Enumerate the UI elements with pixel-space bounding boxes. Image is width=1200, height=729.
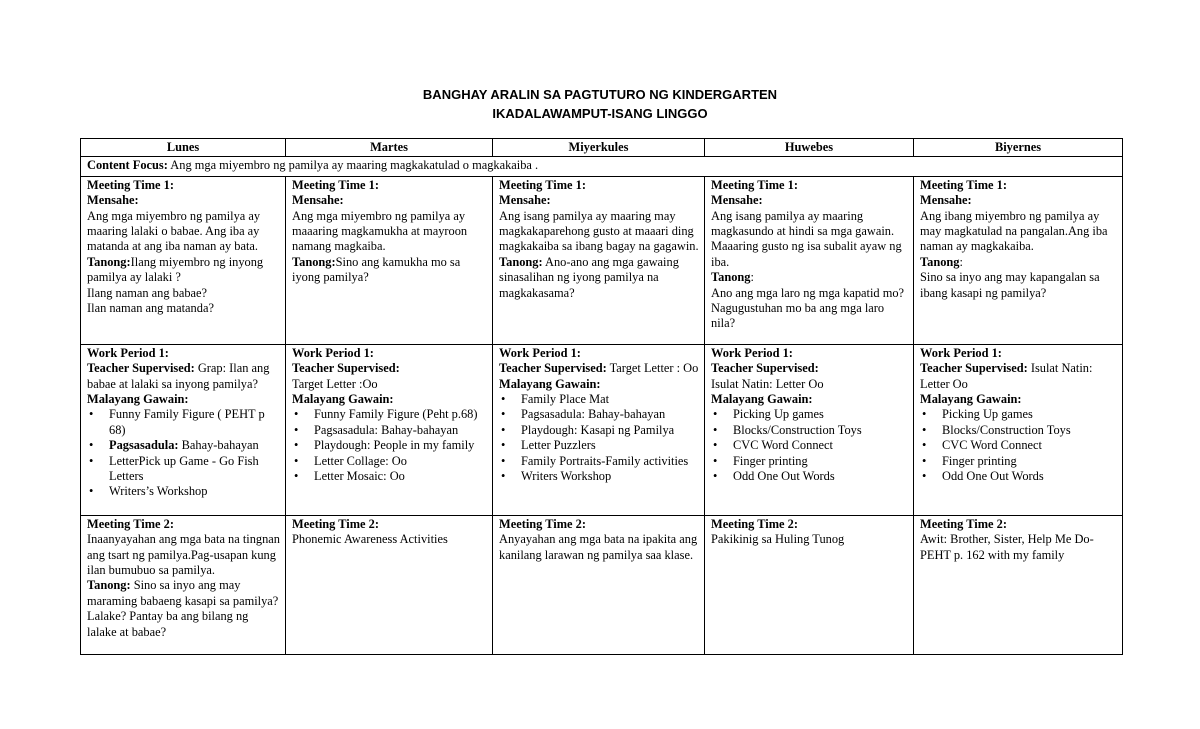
meeting-1-heading: Meeting Time 1:: [499, 177, 586, 192]
activity-text: Pagsasadula: Bahay-bahayan: [521, 407, 666, 422]
work-period-cell-martes: [286, 344, 493, 515]
meeting-1-heading: Meeting Time 1:: [711, 177, 798, 192]
activity-text: Family Portraits-Family activities: [521, 453, 689, 468]
teacher-supervised-text: Target Letter :Oo: [292, 376, 378, 391]
meeting-1-heading: Meeting Time 1:: [87, 177, 174, 192]
teacher-supervised-block: [920, 361, 1118, 392]
work-period-heading: Work Period 1:: [499, 345, 581, 360]
tanong-text: Ano-ano ang mga gawaing sinasalihan ng iyong pamilya na magkakasama?: [499, 254, 679, 300]
activity-text: Bahay-bahayan: [178, 438, 259, 453]
lesson-plan-table: [80, 138, 1123, 655]
meeting-2-text: Pakikinig sa Huling Tunog: [711, 532, 845, 547]
meeting-2-cell-miyerkules: [493, 515, 705, 654]
meeting-2-text: Awit: Brother, Sister, Help Me Do-PEHT p. 162 with my family: [920, 532, 1094, 562]
tanong-label: Tanong: [711, 270, 751, 285]
mensahe-label: Mensahe:: [920, 193, 972, 208]
activity-list-item: [292, 438, 488, 453]
activity-text: Funny Family Figure ( PEHT p 68): [109, 407, 265, 437]
teacher-supervised-text: Target Letter : Oo: [606, 361, 699, 376]
mensahe-text: Ang mga miyembro ng pamilya ay maaring lalaki o babae. Ang iba ay matanda at ang iba naman ay bata.: [87, 208, 261, 254]
activity-text: Writers’s Workshop: [109, 484, 208, 499]
activity-list-item: [711, 454, 909, 469]
teacher-supervised-label: Teacher Supervised:: [920, 361, 1028, 376]
activity-list-item: [499, 392, 700, 407]
meeting-2-text: Phonemic Awareness Activities: [292, 532, 448, 547]
meeting-2-cell-lunes: [81, 515, 286, 654]
day-header-martes: Martes: [286, 139, 493, 157]
meeting-1-cell-miyerkules: [493, 176, 705, 344]
malayang-gawain-list: [920, 407, 1118, 484]
activity-text: Letter Mosaic: Oo: [314, 469, 405, 484]
activity-text: Blocks/Construction Toys: [942, 422, 1071, 437]
activity-text: Playdough: Kasapi ng Pamilya: [521, 422, 675, 437]
title-line-1: BANGHAY ARALIN SA PAGTUTURO NG KINDERGARTEN: [422, 87, 778, 102]
tanong-block: [292, 255, 488, 286]
activity-list-item: [920, 469, 1118, 484]
tanong-text: Sino sa inyo ang may maraming babaeng kasapi sa pamilya? Lalake? Pantay ba ang bilang ng lalake at babae?: [87, 578, 279, 639]
activity-text: Picking Up games: [942, 407, 1033, 422]
teacher-supervised-label: Teacher Supervised:: [292, 361, 400, 376]
meeting-time-1-row: [81, 176, 1123, 344]
tanong-text: Sino ang kamukha mo sa iyong pamilya?: [292, 254, 461, 285]
tanong-block: [711, 270, 909, 332]
activity-list-item: [920, 454, 1118, 469]
work-period-cell-huwebes: [705, 344, 914, 515]
meeting-2-cell-martes: [286, 515, 493, 654]
mensahe-text: Ang ibang miyembro ng pamilya ay may magkatulad na pangalan.Ang iba naman ay magkakaiba.: [920, 208, 1108, 254]
meeting-1-cell-biyernes: [914, 176, 1123, 344]
tanong-text: : Sino sa inyo ang may kapangalan sa ibang kasapi ng pamilya?: [920, 254, 1100, 300]
meeting-1-heading: Meeting Time 1:: [920, 177, 1007, 192]
meeting-time-2-row: [81, 515, 1123, 654]
meeting-2-heading: Meeting Time 2:: [292, 516, 379, 531]
work-period-heading: Work Period 1:: [87, 345, 169, 360]
malayang-gawain-list: [292, 407, 488, 484]
teacher-supervised-text: Grap: Ilan ang babae at lalaki sa inyong pamilya?: [87, 361, 270, 391]
meeting-1-cell-lunes: [81, 176, 286, 344]
mensahe-text: Ang mga miyembro ng pamilya ay maaaring magkamukha at mayroon namang magkaiba.: [292, 208, 468, 254]
content-focus-label: Content Focus:: [87, 158, 168, 173]
meeting-2-heading: Meeting Time 2:: [499, 516, 586, 531]
teacher-supervised-block: [499, 361, 700, 376]
meeting-1-cell-huwebes: [705, 176, 914, 344]
activity-list-item: [292, 407, 488, 422]
activity-list-item: [499, 423, 700, 438]
document-title: [0, 85, 1200, 123]
meeting-2-heading: Meeting Time 2:: [87, 516, 174, 531]
mensahe-text: Ang isang pamilya ay maaring may magkakaparehong gusto at maaari ding magkakaiba sa ibang bagay na gagawin.: [499, 208, 699, 254]
malayang-gawain-label: Malayang Gawain:: [499, 376, 601, 391]
activity-text: Finger printing: [733, 453, 808, 468]
activity-text: Letter Puzzlers: [521, 438, 596, 453]
activity-list-item: [292, 423, 488, 438]
activity-text: Letter Collage: Oo: [314, 453, 407, 468]
tanong-block: [87, 255, 281, 317]
day-header-huwebes: Huwebes: [705, 139, 914, 157]
activity-text: CVC Word Connect: [733, 438, 833, 453]
tanong-label: Tanong:: [87, 254, 131, 269]
tanong-label: Tanong:: [499, 254, 543, 269]
work-period-heading: Work Period 1:: [920, 345, 1002, 360]
tanong-text: Ilang miyembro ng inyong pamilya ay lalaki ? Ilang naman ang babae? Ilan naman ang matanda?: [87, 254, 264, 316]
activity-text: Playdough: People in my family: [314, 438, 475, 453]
content-focus-cell: [81, 157, 1123, 176]
malayang-gawain-label: Malayang Gawain:: [920, 392, 1022, 407]
content-focus-text: Ang mga miyembro ng pamilya ay maaring magkakatulad o magkakaiba .: [167, 158, 539, 173]
activity-list-item: [920, 423, 1118, 438]
tanong-block: [87, 578, 281, 640]
tanong-block: [499, 255, 700, 301]
day-header-miyerkules: Miyerkules: [493, 139, 705, 157]
activity-list-item: [920, 407, 1118, 422]
work-period-heading: Work Period 1:: [711, 345, 793, 360]
day-header-lunes: Lunes: [81, 139, 286, 157]
activity-list-item: [920, 438, 1118, 453]
work-period-heading: Work Period 1:: [292, 345, 374, 360]
teacher-supervised-label: Teacher Supervised:: [499, 361, 607, 376]
meeting-1-cell-martes: [286, 176, 493, 344]
activity-list-item: [499, 469, 700, 484]
malayang-gawain-list: [499, 392, 700, 484]
malayang-gawain-list: [711, 407, 909, 484]
work-period-cell-miyerkules: [493, 344, 705, 515]
teacher-supervised-block: [711, 361, 909, 392]
tanong-label: Tanong:: [87, 578, 131, 593]
activity-text: Odd One Out Words: [942, 469, 1044, 484]
malayang-gawain-list: [87, 407, 281, 499]
work-period-row: [81, 344, 1123, 515]
mensahe-text: Ang isang pamilya ay maaring magkasundo at hindi sa mga gawain. Maaaring gusto ng isa subalit ayaw ng iba.: [711, 208, 902, 269]
work-period-cell-lunes: [81, 344, 286, 515]
activity-list-item: [711, 469, 909, 484]
mensahe-label: Mensahe:: [711, 193, 763, 208]
activity-list-item: [87, 407, 281, 438]
activity-list-item: [292, 469, 488, 484]
tanong-block: [920, 255, 1118, 301]
activity-text: Family Place Mat: [521, 392, 610, 407]
teacher-supervised-block: [292, 361, 488, 392]
day-header-row: [81, 139, 1123, 157]
malayang-gawain-label: Malayang Gawain:: [292, 392, 394, 407]
teacher-supervised-block: [87, 361, 281, 392]
activity-bold-label: Pagsasadula:: [109, 438, 179, 453]
malayang-gawain-label: Malayang Gawain:: [87, 392, 189, 407]
activity-list-item: [711, 407, 909, 422]
teacher-supervised-text: Isulat Natin: Letter Oo: [920, 361, 1093, 391]
activity-text: LetterPick up Game - Go Fish Letters: [109, 453, 259, 484]
mensahe-label: Mensahe:: [499, 193, 551, 208]
day-header-biyernes: Biyernes: [914, 139, 1123, 157]
tanong-label: Tanong:: [292, 254, 336, 269]
activity-list-item: [87, 454, 281, 485]
activity-list-item: [711, 423, 909, 438]
activity-text: Odd One Out Words: [733, 469, 835, 484]
activity-list-item: [292, 454, 488, 469]
activity-text: Finger printing: [942, 453, 1017, 468]
teacher-supervised-label: Teacher Supervised:: [87, 361, 195, 376]
mensahe-label: Mensahe:: [87, 193, 139, 208]
activity-list-item: [499, 454, 700, 469]
activity-list-item: [499, 407, 700, 422]
activity-list-item: [711, 438, 909, 453]
meeting-2-heading: Meeting Time 2:: [711, 516, 798, 531]
tanong-label: Tanong: [920, 254, 960, 269]
meeting-2-heading: Meeting Time 2:: [920, 516, 1007, 531]
malayang-gawain-label: Malayang Gawain:: [711, 392, 813, 407]
tanong-text: : Ano ang mga laro ng mga kapatid mo? Nagugustuhan mo ba ang mga laro nila?: [711, 270, 905, 331]
meeting-1-heading: Meeting Time 1:: [292, 177, 379, 192]
activity-list-item: [87, 484, 281, 499]
mensahe-label: Mensahe:: [292, 193, 344, 208]
work-period-cell-biyernes: [914, 344, 1123, 515]
meeting-2-text: Anyayahan ang mga bata na ipakita ang kanilang larawan ng pamilya saa klase.: [499, 532, 698, 562]
activity-text: Funny Family Figure (Peht p.68): [314, 407, 478, 422]
activity-text: Writers Workshop: [521, 469, 612, 484]
meeting-2-cell-huwebes: [705, 515, 914, 654]
meeting-2-cell-biyernes: [914, 515, 1123, 654]
activity-text: Pagsasadula: Bahay-bahayan: [314, 422, 459, 437]
content-focus-row: [81, 157, 1123, 176]
activity-text: CVC Word Connect: [942, 438, 1042, 453]
activity-text: Blocks/Construction Toys: [733, 422, 862, 437]
teacher-supervised-label: Teacher Supervised:: [711, 361, 819, 376]
meeting-2-text: Inaanyayahan ang mga bata na tingnan ang tsart ng pamilya.Pag-usapan kung ilan bumubuo sa pamilya.: [87, 532, 281, 578]
activity-list-item: [499, 438, 700, 453]
activity-list-item: [87, 438, 281, 453]
title-line-2: IKADALAWAMPUT-ISANG LINGGO: [492, 106, 708, 121]
teacher-supervised-text: Isulat Natin: Letter Oo: [711, 376, 824, 391]
activity-text: Picking Up games: [733, 407, 824, 422]
